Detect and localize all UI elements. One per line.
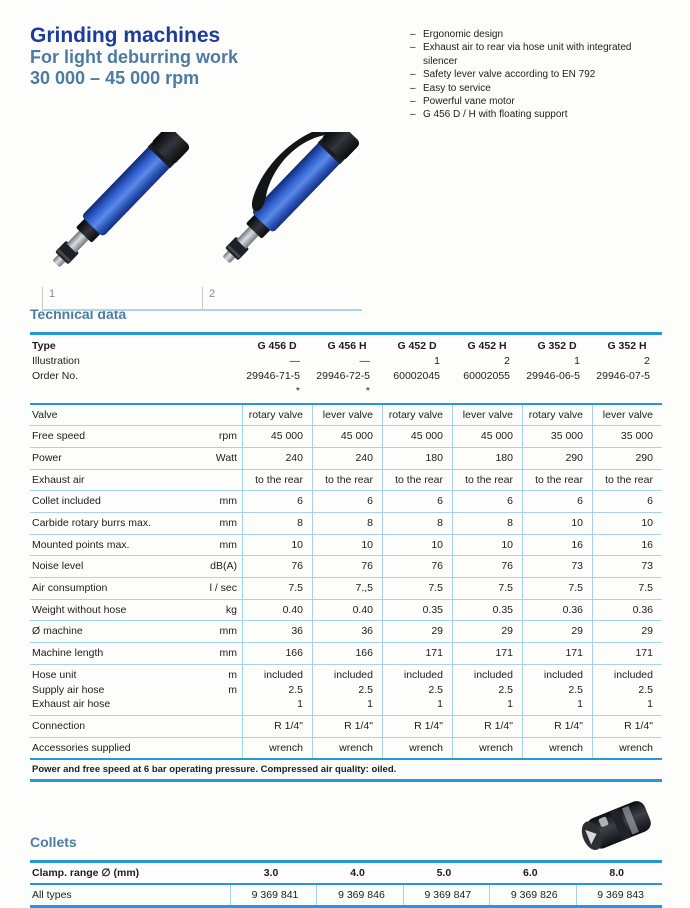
tech-row-label: Mounted points max. bbox=[32, 538, 130, 551]
tech-cell-value: 76 bbox=[452, 556, 522, 577]
grinder-2 bbox=[201, 132, 361, 271]
tech-table-row bbox=[30, 600, 662, 622]
tech-cell-value: 7.5 bbox=[592, 578, 662, 599]
feature-item bbox=[410, 82, 662, 95]
tech-cell-value: to the rear bbox=[452, 470, 522, 491]
tech-table-row bbox=[30, 665, 662, 716]
tech-row-label: Power bbox=[32, 451, 62, 464]
tech-cell-value: rotary valve bbox=[382, 405, 452, 426]
tech-cell-value: wrench bbox=[242, 738, 312, 759]
tech-cell-value: included 2.5 1 bbox=[382, 665, 452, 715]
tech-cell-value: 171 bbox=[592, 643, 662, 664]
tech-row-label: Ø machine bbox=[32, 625, 83, 638]
feature-dash: – bbox=[410, 109, 416, 121]
tech-row-label: Noise level bbox=[32, 560, 84, 573]
tech-cell-value: included 2.5 1 bbox=[242, 665, 312, 715]
tech-cell-value: to the rear bbox=[592, 470, 662, 491]
tech-cell-value: included 2.5 1 bbox=[522, 665, 592, 715]
figure-label-1: 1 bbox=[42, 287, 202, 309]
tech-cell-value: 10 bbox=[522, 513, 592, 534]
technical-data-heading: Technical data bbox=[30, 305, 127, 322]
model-name: G 452 H bbox=[467, 339, 507, 352]
product-figures bbox=[30, 132, 662, 300]
tech-table-row bbox=[30, 426, 662, 448]
collets-table-header bbox=[30, 863, 662, 885]
feature-dash: – bbox=[410, 42, 416, 54]
tech-header-order-label: Order No. bbox=[32, 370, 79, 383]
tech-table-row bbox=[30, 621, 662, 643]
feature-text: G 456 D / H with floating support bbox=[423, 109, 568, 121]
tech-cell-value: wrench bbox=[382, 738, 452, 759]
tech-row-unit bbox=[190, 738, 242, 759]
tech-cell-value: R 1/4" bbox=[382, 716, 452, 737]
tech-cell-value: to the rear bbox=[242, 470, 312, 491]
tech-cell-value: to the rear bbox=[382, 470, 452, 491]
tech-table-row bbox=[30, 405, 662, 427]
tech-cell-value: wrench bbox=[522, 738, 592, 759]
tech-row-label: Weight without hose bbox=[32, 603, 127, 616]
collet-image bbox=[564, 788, 668, 860]
tech-cell-value: to the rear bbox=[522, 470, 592, 491]
tech-cell-value: lever valve bbox=[592, 405, 662, 426]
tech-cell-value: 10 bbox=[592, 513, 662, 534]
tech-cell-value: 166 bbox=[242, 643, 312, 664]
tech-cell-value: R 1/4" bbox=[522, 716, 592, 737]
illustration-ref: 1 bbox=[434, 354, 440, 367]
tech-cell-value: 76 bbox=[382, 556, 452, 577]
tech-table-row bbox=[30, 556, 662, 578]
tech-cell-value: 8 bbox=[382, 513, 452, 534]
model-name: G 456 H bbox=[327, 339, 367, 352]
collet-size: 8.0 bbox=[609, 867, 624, 880]
tech-cell-value: 10 bbox=[452, 535, 522, 556]
tech-cell-value: rotary valve bbox=[242, 405, 312, 426]
tech-table-header bbox=[30, 335, 662, 405]
feature-item bbox=[410, 41, 662, 68]
collets-table bbox=[30, 860, 662, 908]
tech-cell-value: 45 000 bbox=[312, 426, 382, 447]
collets-heading: Collets bbox=[30, 834, 77, 851]
feature-dash: – bbox=[410, 82, 416, 94]
order-number: 29946-71-5 * bbox=[246, 370, 300, 398]
tech-row-label: Free speed bbox=[32, 430, 86, 443]
tech-cell-value: R 1/4" bbox=[242, 716, 312, 737]
collet-order-number: 9 369 843 bbox=[576, 885, 662, 905]
tech-cell-value: 180 bbox=[382, 448, 452, 469]
tech-row-label: Machine length bbox=[32, 647, 104, 660]
tech-cell-value: 7.5 bbox=[382, 578, 452, 599]
tech-row-unit bbox=[190, 470, 242, 491]
figure-caption-strip bbox=[42, 287, 362, 311]
tech-cell-value: 73 bbox=[522, 556, 592, 577]
tech-cell-value: lever valve bbox=[312, 405, 382, 426]
tech-row-unit: dB(A) bbox=[210, 560, 237, 573]
tech-cell-value: 8 bbox=[242, 513, 312, 534]
tech-cell-value: 73 bbox=[592, 556, 662, 577]
tech-row-unit: kg bbox=[225, 603, 237, 616]
tech-cell-value: lever valve bbox=[452, 405, 522, 426]
tech-cell-value: 7.5 bbox=[242, 578, 312, 599]
model-name: G 352 D bbox=[537, 339, 577, 352]
tech-table-row bbox=[30, 578, 662, 600]
tech-row-label: Connection bbox=[32, 719, 86, 732]
tech-row-unit: mm bbox=[219, 517, 237, 530]
collet-order-number: 9 369 826 bbox=[489, 885, 575, 905]
tech-table-row bbox=[30, 448, 662, 470]
model-name: G 352 H bbox=[607, 339, 647, 352]
model-name: G 452 D bbox=[397, 339, 437, 352]
grinder-1 bbox=[44, 132, 191, 275]
tech-cell-value: 8 bbox=[312, 513, 382, 534]
order-number: 60002055 bbox=[463, 370, 510, 383]
collets-row-label: All types bbox=[32, 889, 72, 902]
page-subtitle-2: 30 000 – 45 000 rpm bbox=[30, 68, 200, 89]
tech-cell-value: 290 bbox=[592, 448, 662, 469]
tech-cell-value: 8 bbox=[452, 513, 522, 534]
illustration-ref: — bbox=[359, 354, 370, 367]
tech-cell-value: R 1/4" bbox=[592, 716, 662, 737]
tech-cell-value: wrench bbox=[592, 738, 662, 759]
tech-row-label: Exhaust air bbox=[32, 473, 85, 486]
tech-cell-value: to the rear bbox=[312, 470, 382, 491]
tech-cell-value: 171 bbox=[382, 643, 452, 664]
illustration-ref: 2 bbox=[504, 354, 510, 367]
tech-cell-value: 171 bbox=[452, 643, 522, 664]
tech-cell-value: 6 bbox=[242, 491, 312, 512]
tech-cell-value: 6 bbox=[312, 491, 382, 512]
tech-cell-value: included 2.5 1 bbox=[592, 665, 662, 715]
tech-table-footnote: Power and free speed at 6 bar operating pressure. Compressed air quality: oiled. bbox=[32, 764, 397, 776]
collet-size: 3.0 bbox=[263, 867, 279, 880]
tech-cell-value: 29 bbox=[382, 621, 452, 642]
tech-row-unit: m m bbox=[228, 668, 237, 696]
tech-row-unit: mm bbox=[219, 538, 237, 551]
feature-text: Ergonomic design bbox=[423, 29, 504, 40]
tech-cell-value: rotary valve bbox=[522, 405, 592, 426]
order-number: 29946-06-5 bbox=[526, 370, 580, 383]
tech-cell-value: 7.5 bbox=[522, 578, 592, 599]
tech-cell-value: included 2.5 1 bbox=[312, 665, 382, 715]
collets-table-row bbox=[30, 885, 662, 908]
order-number: 29946-07-5 bbox=[596, 370, 650, 383]
tech-cell-value: 45 000 bbox=[452, 426, 522, 447]
tech-cell-value: 76 bbox=[242, 556, 312, 577]
feature-item bbox=[410, 28, 662, 41]
tech-cell-value: included 2.5 1 bbox=[452, 665, 522, 715]
tech-cell-value: 10 bbox=[382, 535, 452, 556]
technical-data-table bbox=[30, 332, 662, 783]
order-number: 60002045 bbox=[393, 370, 440, 383]
collet-order-number: 9 369 847 bbox=[403, 885, 489, 905]
feature-text: Exhaust air to rear via hose unit with integrated silencer bbox=[423, 42, 632, 67]
feature-item bbox=[410, 95, 662, 108]
tech-table-row bbox=[30, 491, 662, 513]
tech-cell-value: wrench bbox=[312, 738, 382, 759]
tech-cell-value: 0.40 bbox=[242, 600, 312, 621]
tech-cell-value: 45 000 bbox=[242, 426, 312, 447]
tech-cell-value: 180 bbox=[452, 448, 522, 469]
tech-row-unit: rpm bbox=[218, 430, 237, 443]
collet-order-number: 9 369 846 bbox=[316, 885, 402, 905]
tech-row-unit: mm bbox=[219, 647, 237, 660]
tech-cell-value: 0.35 bbox=[382, 600, 452, 621]
tech-cell-value: 0.36 bbox=[522, 600, 592, 621]
feature-item bbox=[410, 68, 662, 81]
tech-table-row bbox=[30, 470, 662, 492]
collet-size: 5.0 bbox=[436, 867, 452, 880]
page-subtitle-1: For light deburring work bbox=[30, 47, 238, 68]
collets-section bbox=[30, 834, 662, 908]
tech-row-unit: mm bbox=[219, 625, 237, 638]
tech-cell-value: 240 bbox=[312, 448, 382, 469]
illustration-ref: — bbox=[289, 354, 300, 367]
feature-text: Safety lever valve according to EN 792 bbox=[423, 69, 596, 81]
tech-cell-value: 171 bbox=[522, 643, 592, 664]
tech-cell-value: 6 bbox=[382, 491, 452, 512]
title-block bbox=[30, 20, 238, 90]
tech-cell-value: 35 000 bbox=[522, 426, 592, 447]
tech-cell-value: 240 bbox=[242, 448, 312, 469]
tech-cell-value: 166 bbox=[312, 643, 382, 664]
tech-table-row bbox=[30, 643, 662, 665]
feature-dash: – bbox=[410, 69, 416, 81]
tech-table-row bbox=[30, 716, 662, 738]
illustration-ref: 1 bbox=[574, 354, 580, 367]
tech-cell-value: 29 bbox=[592, 621, 662, 642]
tech-cell-value: wrench bbox=[452, 738, 522, 759]
model-name: G 456 D bbox=[257, 339, 297, 352]
feature-item bbox=[410, 108, 662, 121]
tech-cell-value: 36 bbox=[312, 621, 382, 642]
tech-row-label: Air consumption bbox=[32, 582, 108, 595]
collet-size: 4.0 bbox=[350, 867, 365, 880]
tech-table-row bbox=[30, 535, 662, 557]
tech-row-label: Valve bbox=[32, 408, 58, 421]
tech-cell-value: 76 bbox=[312, 556, 382, 577]
tech-cell-value: 29 bbox=[522, 621, 592, 642]
figure-label-2: 2 bbox=[202, 287, 362, 309]
tech-cell-value: 45 000 bbox=[382, 426, 452, 447]
tech-row-unit bbox=[190, 716, 242, 737]
tech-row-unit: mm bbox=[219, 495, 237, 508]
tech-row-label: Accessories supplied bbox=[32, 741, 131, 754]
tech-table-row bbox=[30, 738, 662, 761]
page-title: Grinding machines bbox=[30, 24, 221, 47]
tech-cell-value: R 1/4" bbox=[312, 716, 382, 737]
feature-text: Powerful vane motor bbox=[423, 95, 515, 107]
collet-order-number: 9 369 841 bbox=[230, 885, 316, 905]
tech-cell-value: 16 bbox=[522, 535, 592, 556]
tech-table-row bbox=[30, 513, 662, 535]
feature-dash: – bbox=[410, 95, 416, 107]
feature-text: Easy to service bbox=[423, 82, 491, 94]
feature-list bbox=[410, 28, 662, 122]
tech-cell-value: 290 bbox=[522, 448, 592, 469]
grinder-machines-image bbox=[30, 132, 390, 282]
tech-table-body bbox=[30, 405, 662, 761]
tech-cell-value: 10 bbox=[242, 535, 312, 556]
tech-row-unit: l / sec bbox=[209, 582, 237, 595]
tech-cell-value: 7.,5 bbox=[312, 578, 382, 599]
tech-cell-value: 0.36 bbox=[592, 600, 662, 621]
tech-cell-value: 35 000 bbox=[592, 426, 662, 447]
collets-header-label: Clamp. range ∅ (mm) bbox=[32, 867, 140, 880]
tech-row-label: Collet included bbox=[32, 495, 101, 508]
tech-cell-value: 0.40 bbox=[312, 600, 382, 621]
tech-cell-value: R 1/4" bbox=[452, 716, 522, 737]
tech-cell-value: 6 bbox=[522, 491, 592, 512]
tech-cell-value: 36 bbox=[242, 621, 312, 642]
tech-row-unit bbox=[190, 405, 242, 426]
tech-cell-value: 0.35 bbox=[452, 600, 522, 621]
tech-cell-value: 6 bbox=[592, 491, 662, 512]
tech-cell-value: 29 bbox=[452, 621, 522, 642]
feature-dash: – bbox=[410, 29, 416, 40]
tech-row-unit: Watt bbox=[215, 451, 237, 464]
tech-row-label: Carbide rotary burrs max. bbox=[32, 517, 152, 530]
tech-cell-value: 10 bbox=[312, 535, 382, 556]
tech-cell-value: 7.5 bbox=[452, 578, 522, 599]
tech-header-illustration-label: Illustration bbox=[32, 354, 80, 367]
tech-cell-value: 16 bbox=[592, 535, 662, 556]
page-header bbox=[30, 20, 662, 122]
illustration-ref: 2 bbox=[644, 354, 650, 367]
tech-header-type-label: Type bbox=[32, 339, 56, 352]
order-number: 29946-72-5 * bbox=[316, 370, 370, 398]
tech-cell-value: 6 bbox=[452, 491, 522, 512]
collet-size: 6.0 bbox=[522, 867, 538, 880]
tech-row-label: Hose unit Supply air hose Exhaust air hose bbox=[32, 668, 111, 711]
